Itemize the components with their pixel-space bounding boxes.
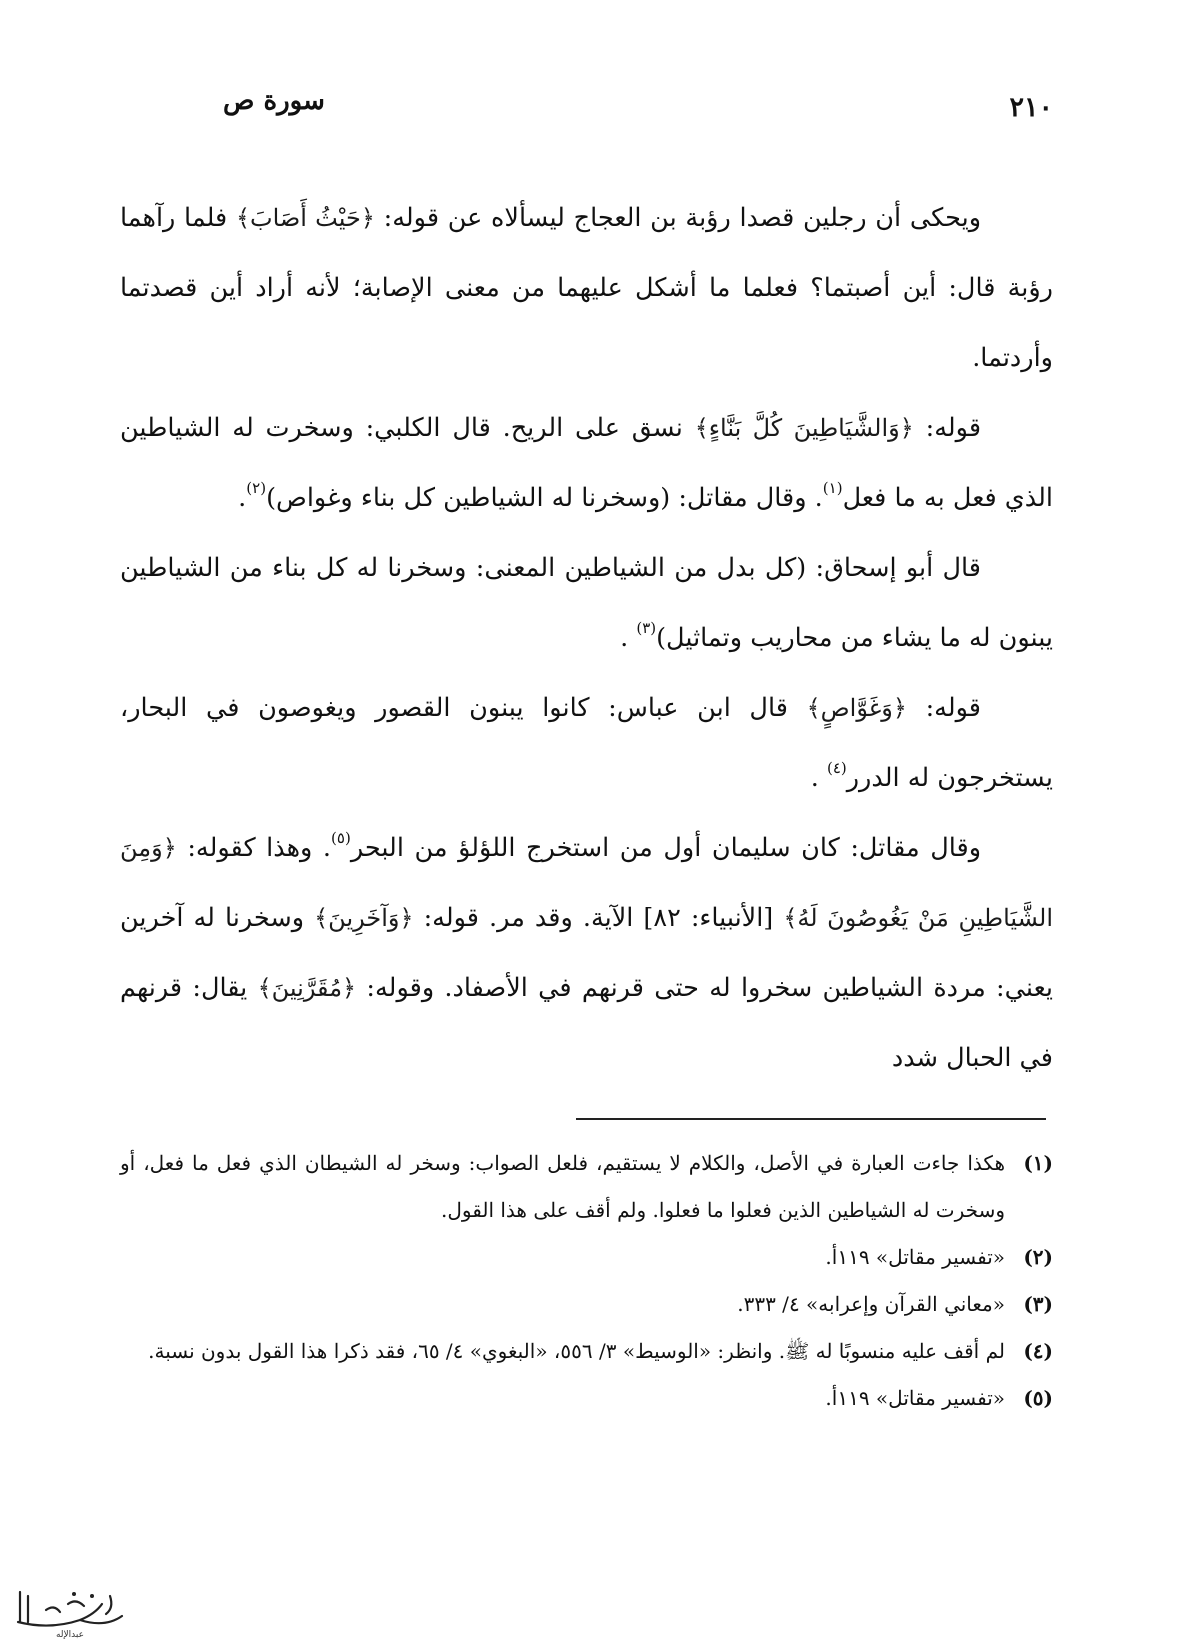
paragraph-1 <box>120 183 1053 393</box>
footnote-ref[interactable]: (٢) <box>246 479 267 497</box>
footnote-1 <box>120 1140 1053 1234</box>
footnote-ref[interactable]: (٤) <box>826 759 847 777</box>
text-run: وسخرنا له آخرين يعني: مردة الشياطين سخروا له حتى قرنهم في الأصفاد. وقوله: <box>120 903 1053 1003</box>
text-run: . <box>620 623 629 653</box>
quran-quote: ﴿وَآخَرِينَ﴾ <box>314 904 414 932</box>
text-run: قوله: <box>925 413 982 443</box>
footnote-number: (٢) <box>1023 1245 1053 1269</box>
footnote-number: (١) <box>1023 1151 1054 1175</box>
footnote-number: (٣) <box>1023 1292 1053 1316</box>
text-run: فلما رآهما رؤبة قال: أين أصبتما؟ فعلما ما أشكل عليهما من معنى الإصابة؛ لأنه أراد أين قصدتما وأردتما. <box>120 203 1053 373</box>
footnote-text: «تفسير مقاتل» ١١٩أ. <box>825 1386 1005 1410</box>
text-run: . وهذا كقوله: <box>187 833 332 863</box>
footnote-number: (٥) <box>1023 1386 1053 1410</box>
footnote-text: «معاني القرآن وإعرابه» ٤/ ٣٣٣. <box>737 1292 1005 1316</box>
footnote-ref[interactable]: (١) <box>822 479 843 497</box>
paragraph-5 <box>120 813 1053 1093</box>
footnote-text: «تفسير مقاتل» ١١٩أ. <box>825 1245 1005 1269</box>
text-run: . وقال مقاتل: (وسخرنا له الشياطين كل بناء وغواص) <box>266 483 823 513</box>
page-number: ٢١٠ <box>1009 92 1053 123</box>
text-run: . <box>810 763 819 793</box>
footnotes <box>120 1140 1053 1422</box>
footnote-3 <box>120 1281 1053 1328</box>
text-run: قال ابن عباس: كانوا يبنون القصور ويغوصون في البحار، يستخرجون له الدرر <box>120 693 1053 793</box>
footnote-4 <box>120 1328 1053 1375</box>
footnote-text: لم أقف عليه منسوبًا له ﷺ. وانظر: «الوسيط» ٣/ ٥٥٦، «البغوي» ٤/ ٦٥، فقد ذكرا هذا القول بدون نسبة. <box>148 1339 1005 1363</box>
quran-quote: ﴿مُقَرَّنِينَ﴾ <box>257 974 357 1002</box>
page <box>120 0 1053 1650</box>
footnote-2 <box>120 1234 1053 1281</box>
footnote-divider <box>576 1118 1046 1120</box>
footnote-ref[interactable]: (٣) <box>636 619 657 637</box>
footnote-text: هكذا جاءت العبارة في الأصل، والكلام لا يستقيم، فلعل الصواب: وسخر له الشيطان الذي فعل ما فعل، أو وسخرت له الشياطين الذين فعلوا ما فعلوا. ولم أقف على هذا القول. <box>120 1151 1006 1222</box>
footnote-number: (٤) <box>1023 1339 1053 1363</box>
text-run: ويحكى أن رجلين قصدا رؤبة بن العجاج ليسألاه عن قوله: <box>383 203 982 233</box>
paragraph-4 <box>120 673 1053 813</box>
quran-quote: ﴿وَالشَّيَاطِينَ كُلَّ بَنَّاءٍ﴾ <box>694 414 914 442</box>
quran-quote: ﴿حَيْثُ أَصَابَ﴾ <box>235 204 375 232</box>
publisher-logo <box>10 1582 130 1640</box>
footnote-5 <box>120 1375 1053 1422</box>
text-run: وقال مقاتل: كان سليمان أول من استخرج اللؤلؤ من البحر <box>350 833 982 863</box>
text-run: نسق على الريح. قال الكلبي: وسخرت له الشياطين الذي فعل به ما فعل <box>120 413 1053 513</box>
main-text <box>120 183 1053 1093</box>
text-run: قال أبو إسحاق: (كل بدل من الشياطين المعنى: وسخرنا له كل بناء من الشياطين يبنون له ما يشاء من محاريب وتماثيل) <box>120 553 1053 653</box>
paragraph-2 <box>120 393 1053 533</box>
surah-title: سورة ص <box>223 86 325 116</box>
svg-text:عبدالإله: عبدالإله <box>55 1630 85 1640</box>
text-run: . <box>238 483 247 513</box>
page-header <box>120 86 1053 126</box>
paragraph-3 <box>120 533 1053 673</box>
text-run: يقال: قرنهم في الحبال شدد <box>120 973 1053 1073</box>
quran-quote: ﴿وَمِنَ الشَّيَاطِينِ مَنْ يَغُوصُونَ لَهُ﴾ <box>120 834 1054 932</box>
text-run: قوله: <box>925 693 981 723</box>
text-run: [الأنبياء: ٨٢] الآية. وقد مر. قوله: <box>423 903 774 933</box>
footnote-ref[interactable]: (٥) <box>331 829 351 847</box>
quran-quote: ﴿وَغَوَّاصٍ﴾ <box>806 694 907 722</box>
